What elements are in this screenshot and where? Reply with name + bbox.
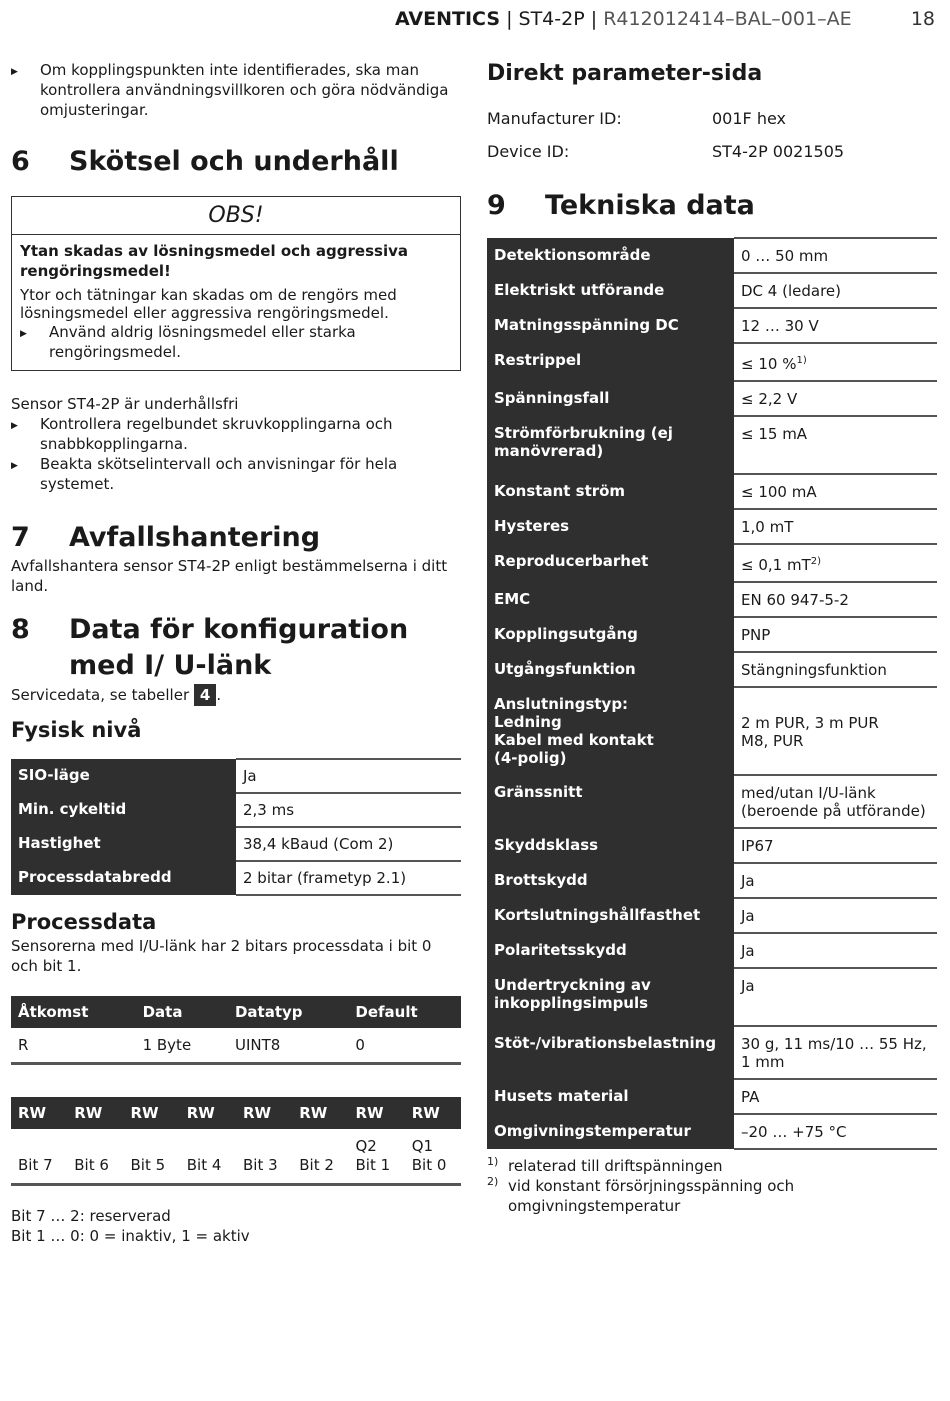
tech-value: 1,0 mT — [734, 509, 937, 544]
processdata-heading: Processdata — [11, 910, 157, 934]
tech-key: Brottskydd — [487, 863, 734, 898]
tech-value: EN 60 947-5-2 — [734, 582, 937, 617]
tech-value: Ja — [734, 968, 937, 1026]
footnote: 2) vid konstant försörjningsspänning och omgivningstemperatur — [487, 1175, 795, 1215]
bit-table: RW RW RW RW RW RW RW RW Bit 7 Bit 6 Bit 5 Bit 4 Bit 3 Bit 2 Q2 Bit 1 Q1 Bit 0 — [11, 1097, 461, 1186]
page-number: 18 — [910, 8, 935, 30]
service-text: Servicedata, se tabeller 4 . — [11, 686, 222, 704]
disposal-text: Avfallshantera sensor ST4-2P enligt bestämmelserna i ditt land. — [11, 557, 448, 595]
table-row — [487, 863, 937, 898]
tech-value: ≤ 15 mA — [734, 416, 937, 474]
table-row — [487, 933, 937, 968]
fysisk-table — [11, 758, 461, 896]
table-row — [487, 343, 937, 381]
intro-bullet: ▶ Om kopplingspunkten inte identifierades, ska man kontrollera användningsvillkoren och göra nödvändiga omjusteringar. — [11, 60, 461, 120]
tech-value: PNP — [734, 617, 937, 652]
tech-key: Kortslutningshållfasthet — [487, 898, 734, 933]
tech-key: Strömförbrukning (ej manövrerad) — [487, 416, 734, 474]
table-row — [487, 474, 937, 509]
left-column — [11, 60, 461, 1246]
footnote-mark: 2) — [810, 556, 821, 567]
tech-key: Omgivningstemperatur — [487, 1114, 734, 1149]
tech-value: ≤ 0,1 $mT^{2)}$ — [734, 544, 937, 582]
tech-key: Spänningsfall — [487, 381, 734, 416]
tech-key: Hysteres — [487, 509, 734, 544]
notice-warning: Ytan skadas av lösningsmedel och aggressiva rengöringsmedel! — [20, 242, 408, 280]
section-9-heading: 9 Tekniska data — [487, 190, 755, 221]
footnote-mark: 1) — [796, 355, 807, 366]
tech-value: –20 … +75 °C — [734, 1114, 937, 1149]
manufacturer-id-row: Manufacturer ID: 001F hex — [487, 109, 786, 128]
tech-value: 12 … 30 V — [734, 308, 937, 343]
table-row — [487, 652, 937, 687]
maintenance-bullet: ▶ Kontrollera regelbundet skruvkopplingarna och snabbkopplingarna. — [11, 414, 461, 454]
table-row — [487, 582, 937, 617]
tech-key: Konstant ström — [487, 474, 734, 509]
table-row — [487, 381, 937, 416]
bit-note: Bit 7 … 2: reserverad — [11, 1207, 171, 1225]
bit-note: Bit 1 … 0: 0 = inaktiv, 1 = aktiv — [11, 1227, 250, 1245]
tech-value: Stängningsfunktion — [734, 652, 937, 687]
section-7-heading: 7 Avfallshantering — [11, 522, 321, 553]
maintenance-text: Sensor ST4-2P är underhållsfri — [11, 395, 239, 413]
fysisk-heading: Fysisk nivå — [11, 718, 142, 742]
tech-value: PA — [734, 1079, 937, 1114]
tech-key: Restrippel — [487, 343, 734, 381]
table-row: Bit 7 Bit 6 Bit 5 Bit 4 Bit 3 Bit 2 Q2 Bit 1 Q1 Bit 0 — [18, 1137, 447, 1174]
right-column — [487, 60, 937, 1216]
model: ST4-2P — [518, 8, 585, 30]
tech-table — [487, 237, 937, 1150]
tech-value: ≤ 100 mA — [734, 474, 937, 509]
tech-key: Husets material — [487, 1079, 734, 1114]
tech-key: Gränssnitt — [487, 775, 734, 828]
tech-key: Polaritetsskydd — [487, 933, 734, 968]
notice-box — [11, 196, 461, 371]
table-row: SIO-läge Ja — [11, 759, 461, 793]
tech-key: Utgångsfunktion — [487, 652, 734, 687]
table-row: Min. cykeltid 2,3 ms — [11, 793, 461, 827]
table-row: Processdatabredd 2 bitar (frametyp 2.1) — [11, 861, 461, 895]
table-row — [487, 308, 937, 343]
tech-key: Matningsspänning DC — [487, 308, 734, 343]
table-row — [487, 544, 937, 582]
page-header: AVENTICS | ST4-2P | R412012414–BAL–001–AE 18 — [395, 8, 935, 30]
footnote: 1) relaterad till driftspänningen — [487, 1155, 723, 1175]
table-row — [487, 1114, 937, 1149]
tech-value: Ja — [734, 898, 937, 933]
tech-key: Detektionsområde — [487, 238, 734, 273]
section-6-heading: 6 Skötsel och underhåll — [11, 146, 399, 177]
table-reference[interactable]: 4 — [194, 684, 216, 706]
direkt-heading: Direkt parameter-sida — [487, 61, 763, 86]
section-8-heading: 8 Data för konfiguration med I/ U-länk — [11, 614, 409, 681]
tech-value: ≤ 10 %$^{1)}$ — [734, 343, 937, 381]
footnotes — [487, 1156, 937, 1216]
tech-value: 0 … 50 mm — [734, 238, 937, 273]
tech-value: med/utan I/U-länk (beroende på utförande) — [734, 775, 937, 828]
table-row — [487, 775, 937, 828]
tech-key: Elektriskt utförande — [487, 273, 734, 308]
brand: AVENTICS — [395, 8, 501, 30]
tech-value: Ja — [734, 933, 937, 968]
notice-title: OBS! — [12, 197, 460, 235]
table-row — [487, 617, 937, 652]
tech-value: Ja — [734, 863, 937, 898]
tech-value: DC 4 (ledare) — [734, 273, 937, 308]
tech-key: EMC — [487, 582, 734, 617]
table-row — [487, 687, 937, 775]
table-row — [487, 273, 937, 308]
table-row — [487, 509, 937, 544]
notice-bullet: ▶ Använd aldrig lösningsmedel eller starka rengöringsmedel. — [20, 322, 452, 362]
tech-key: Kopplingsutgång — [487, 617, 734, 652]
tech-value: 30 g, 11 ms/10 … 55 Hz, 1 mm — [734, 1026, 937, 1079]
table-row: R 1 Byte UINT8 0 — [18, 1036, 365, 1054]
maintenance-bullet: ▶ Beakta skötselintervall och anvisningar för hela systemet. — [11, 454, 461, 494]
table-row — [487, 1026, 937, 1079]
table-row — [487, 968, 937, 1026]
processdata-text: Sensorerna med I/U-länk har 2 bitars processdata i bit 0 och bit 1. — [11, 937, 432, 975]
table-row — [487, 898, 937, 933]
tech-key: Reproducerbarhet — [487, 544, 734, 582]
tech-value: 2 m PUR, 3 m PUR M8, PUR — [734, 687, 937, 775]
notice-text: Ytor och tätningar kan skadas om de rengörs med lösningsmedel eller aggressiva rengöringsmedel. — [20, 286, 397, 322]
access-table: Åtkomst Data Datatyp Default R 1 Byte UINT8 0 — [11, 996, 461, 1065]
tech-key: Anslutningstyp: Ledning Kabel med kontakt (4-polig) — [487, 687, 734, 775]
tech-value: IP67 — [734, 828, 937, 863]
table-row — [487, 238, 937, 273]
table-row: Hastighet 38,4 kBaud (Com 2) — [11, 827, 461, 861]
tech-key: Undertryckning av inkopplingsimpuls — [487, 968, 734, 1026]
table-row — [487, 1079, 937, 1114]
device-id-row: Device ID: ST4-2P 0021505 — [487, 142, 845, 161]
doc-number: R412012414–BAL–001–AE — [603, 8, 852, 30]
tech-key: Stöt-/vibrationsbelastning — [487, 1026, 734, 1079]
tech-key: Skyddsklass — [487, 828, 734, 863]
table-row — [487, 416, 937, 474]
table-row — [487, 828, 937, 863]
tech-value: ≤ 2,2 V — [734, 381, 937, 416]
